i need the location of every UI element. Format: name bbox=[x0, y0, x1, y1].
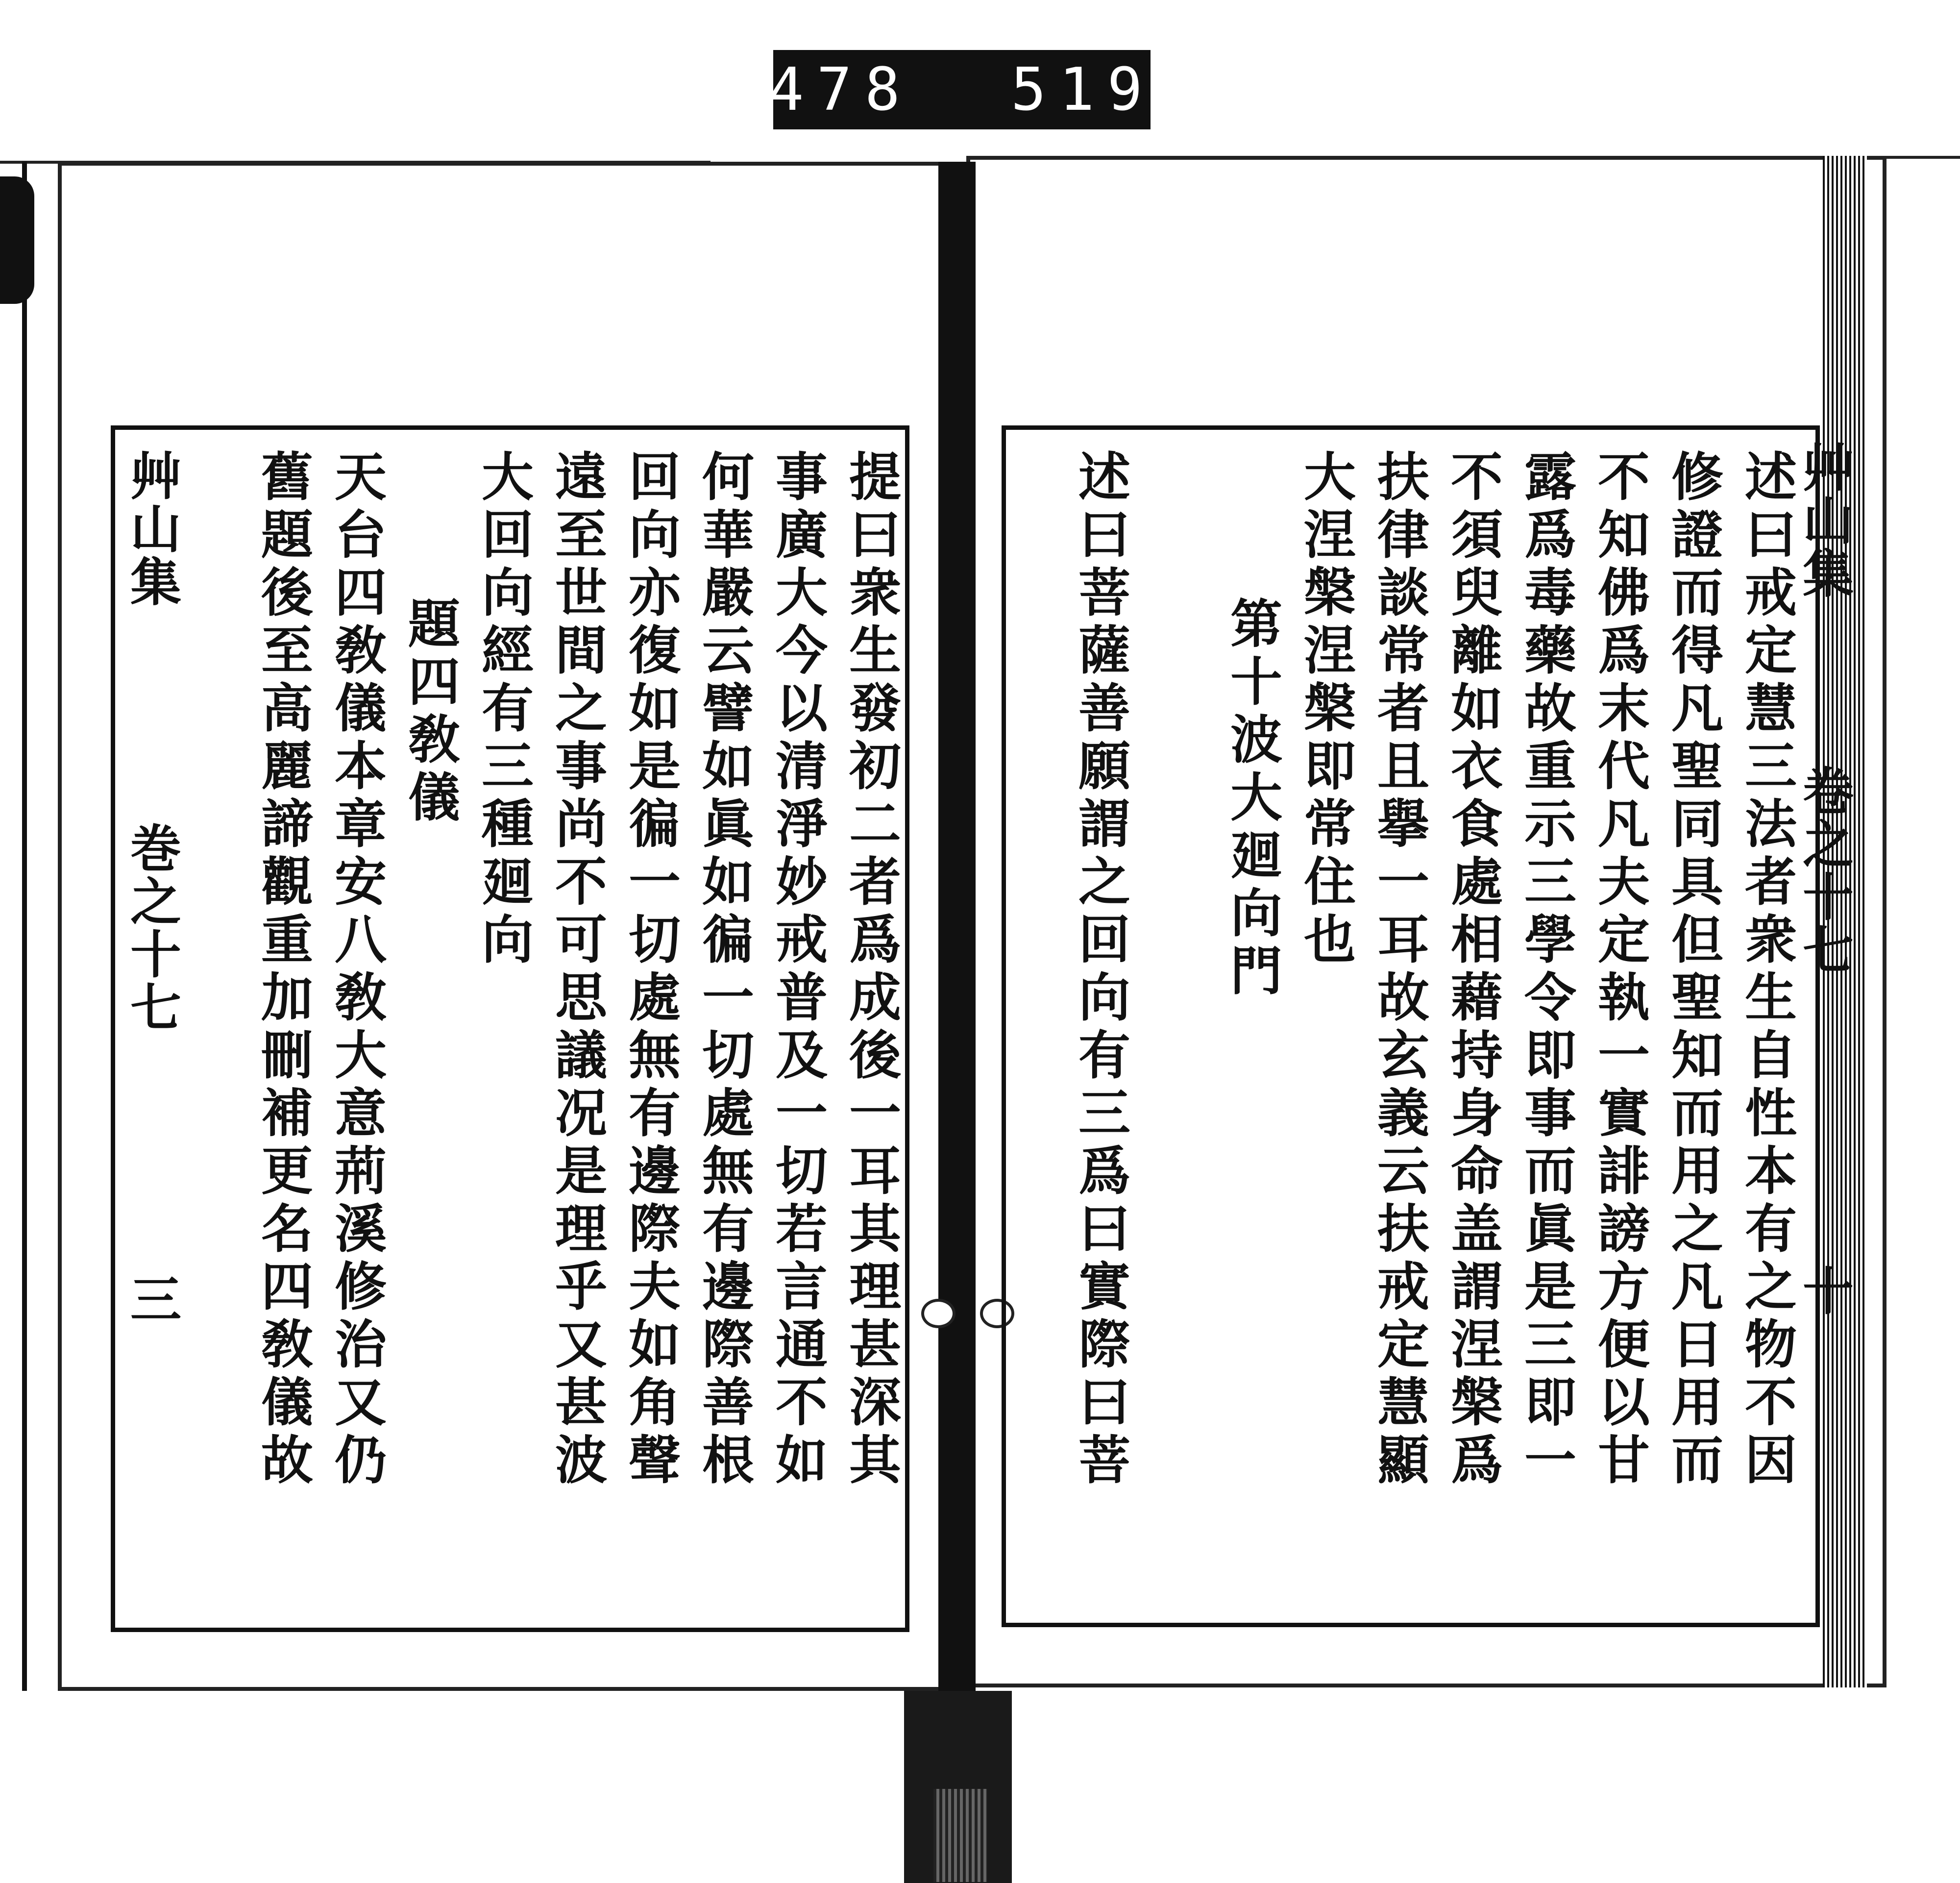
section-heading: 第十波大廻向門 bbox=[1222, 596, 1283, 1001]
text-column: 遠至世間之事尚不可思議况是理乎又甚波 bbox=[547, 449, 608, 1490]
text-column: 舊題後至高麗諦觀重加刪補更名四敎儀故 bbox=[253, 449, 314, 1490]
plate-number-right: 519 bbox=[1011, 55, 1155, 124]
text-column: 天台四敎儀本章安八敎大意荊溪修治又仍 bbox=[326, 449, 388, 1490]
margin-volume: 卷之十七 bbox=[1794, 765, 1854, 976]
text-column: 提曰衆生發初二者爲成後一耳其理甚深其 bbox=[841, 449, 902, 1490]
text-column: 何華嚴云譬如眞如徧一切處無有邊際善根 bbox=[694, 449, 755, 1490]
margin-page-number: 三 bbox=[122, 1273, 182, 1326]
margin-volume: 巻之十七 bbox=[122, 822, 182, 1034]
call-number-plate bbox=[768, 50, 1155, 129]
text-column: 修證而得凡聖同具但聖知而用之凡日用而 bbox=[1663, 449, 1724, 1490]
text-column: 扶律談常者且擧一耳故玄義云扶戒定慧顯 bbox=[1369, 449, 1430, 1490]
text-column: 事廣大今以清淨妙戒普及一切若言通不如 bbox=[767, 449, 829, 1490]
section-heading: 題四敎儀 bbox=[400, 596, 461, 828]
text-column: 回向亦復如是徧一切處無有邊際夫如角聲 bbox=[620, 449, 682, 1490]
book-gutter bbox=[938, 162, 976, 1883]
page-edge-left bbox=[22, 162, 51, 1691]
text-column: 述曰菩薩善願謂之回向有三爲曰實際曰菩 bbox=[1070, 449, 1131, 1490]
margin-title: 艸山集 bbox=[1794, 441, 1854, 600]
text-column: 大回向經有三種廻向 bbox=[473, 449, 535, 970]
text-column: 露爲毒藥故重示三學令即事而眞是三即一 bbox=[1516, 449, 1577, 1490]
right-text-frame bbox=[1002, 425, 1820, 1627]
text-column: 不須臾離如衣食處相藉持身命盖謂涅槃爲 bbox=[1443, 449, 1504, 1490]
margin-title: 艸山集 bbox=[122, 449, 182, 608]
text-column: 不知佛爲末代凡夫定執一實誹謗方便以甘 bbox=[1590, 449, 1651, 1490]
text-column: 述曰戒定慧三法者衆生自性本有之物不因 bbox=[1737, 449, 1798, 1490]
margin-page-number: 十 bbox=[1794, 1264, 1854, 1317]
binding-thread bbox=[921, 1299, 956, 1328]
text-column: 大涅槃涅槃即常住也 bbox=[1296, 449, 1357, 970]
plate-number-left: 478 bbox=[768, 55, 913, 124]
gutter-weight bbox=[904, 1691, 1012, 1883]
left-text-frame bbox=[111, 425, 909, 1632]
